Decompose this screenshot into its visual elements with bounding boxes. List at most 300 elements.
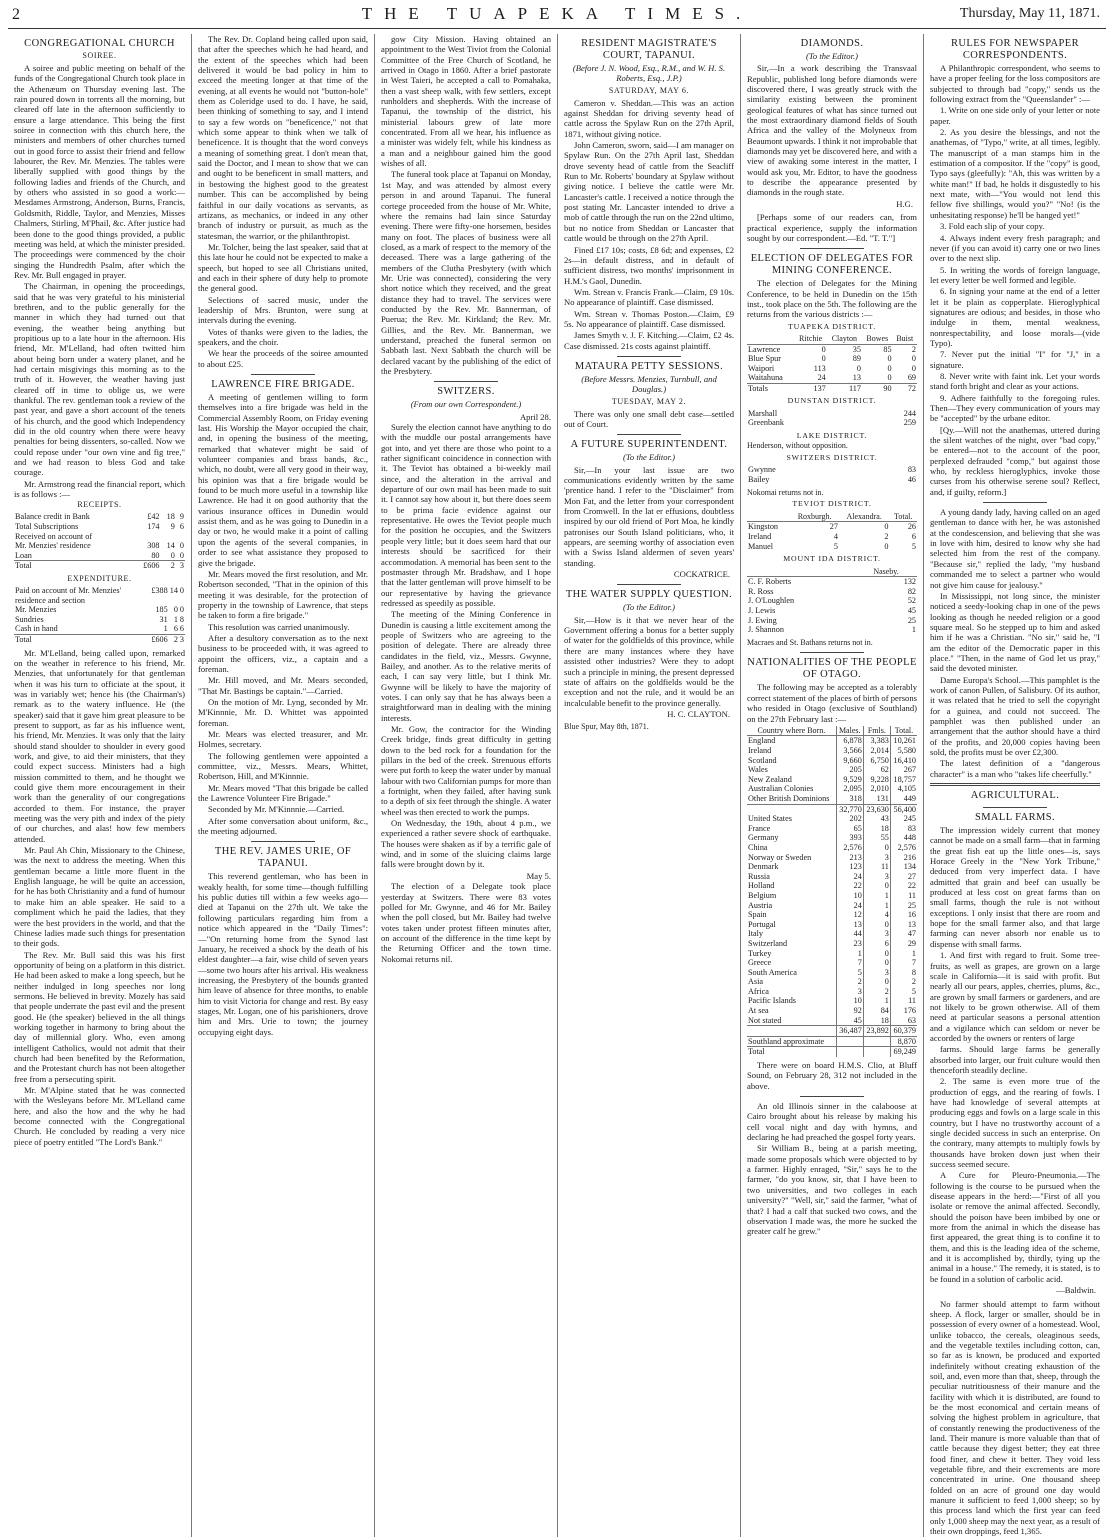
article-heading: DIAMONDS. xyxy=(800,38,864,49)
article-paragraph: An old Illinois sinner in the calaboose at Cairo brought about his release by making his cell vocal night and day with hymns, and declaring he had preached the gospel forty years. xyxy=(747,1101,917,1143)
table-cell: Russia xyxy=(748,871,770,881)
district-heading: SWITZERS DISTRICT. xyxy=(786,453,878,463)
table-cell: Loan xyxy=(15,550,32,560)
table-cell: 90 xyxy=(862,383,893,393)
table-cell: Portugal xyxy=(748,919,776,929)
section-divider xyxy=(930,783,1100,786)
table-cell: 8,870 xyxy=(890,1036,917,1047)
article-heading: NATIONALITIES OF THE PEOPLE OF OTAGO. xyxy=(747,657,917,681)
table-cell xyxy=(747,1026,836,1037)
table-cell: 0 xyxy=(170,550,175,560)
rule-item: [Qy.—Will not the anathemas, uttered during the silent watches of the night, over "bad copy," be entered—not to the account of the poor, perplexed defrauded "comp," but against those who, by reckless hieroglyphics, invoke those curses from his otherwise serene soul? Reflect, and, if guilty, reform.] xyxy=(930,424,1100,497)
article-paragraph: Dame Europa's School.—This pamphlet is the work of canon Pullen, of Salisbury. Of its author, it was related that he tried to sell the copyright for a guinea, and could not succeed. The pamphlet was then published under an arrangement that the author should have a third of the profits, and 20,000 copies having been sold, the profits must be over £2,300. xyxy=(930,674,1100,757)
masthead-rule xyxy=(8,28,1106,29)
table-cell: 5 xyxy=(833,541,838,551)
table-cell: France xyxy=(748,823,771,833)
table-cell: 0 xyxy=(911,354,916,364)
table-cell: Roxburgh. xyxy=(790,512,839,522)
newspaper-columns xyxy=(8,34,1106,1537)
article-paragraph: 2. The same is even more true of the production of eggs, and the rearing of fowls. I have had knowledge of several attempts at producing eggs and fowls on a large scale in this country, but I have no trustworthy account of a single decided success in such an enterprise. On the contrary, many attempts to multiply fowls by thousands have broken down just when their success seemed secure. xyxy=(930,1076,1100,1170)
table-row xyxy=(747,587,917,597)
table-cell: 10,261 xyxy=(890,736,917,746)
table-cell: Gwynne xyxy=(748,465,776,475)
table-row xyxy=(14,605,185,615)
table-cell: Received on account of xyxy=(15,531,93,541)
table-row xyxy=(747,862,917,872)
table-row xyxy=(14,541,185,551)
table-cell: 449 xyxy=(890,794,917,804)
table-cell: 13 xyxy=(890,920,917,930)
table-cell: 3 xyxy=(179,634,184,644)
table-cell: 0 xyxy=(911,363,916,373)
table-cell: 0 xyxy=(887,354,892,364)
table-cell xyxy=(836,1036,863,1047)
table-row xyxy=(747,542,917,552)
district-heading: LAKE DISTRICT. xyxy=(796,431,868,440)
article-paragraph: Sir William B., being at a parish meeting, made some proposals which were objected to by a farmer. Highly enraged, "Sir," says he to the farmer, "do you know, sir, that I have been to two universities, and two colleges in each university?" "Well, sir," said the farmer, "what of that? I had a calf that sucked two cows, and the observation I made was, the more he sucked the greater calf he grew." xyxy=(747,1143,917,1237)
table-cell: 35 xyxy=(852,344,861,354)
table-cell: 22 xyxy=(836,881,863,891)
article-paragraph: [Perhaps some of our readers can, from practical experience, supply the information sought by our correspondent.—Ed. "T. T."] xyxy=(747,212,917,243)
district-heading: MOUNT IDA DISTRICT. xyxy=(783,554,881,564)
switzers-results-table xyxy=(747,465,917,484)
article-paragraph: Mr. Armstrong read the financial report, which is as follows :— xyxy=(14,478,185,500)
column-2 xyxy=(191,34,374,1537)
table-cell: 1 xyxy=(863,996,890,1006)
table-cell: China xyxy=(748,842,768,852)
article-paragraph: Surely the election cannot have anything to do with the muddle our postal arrangements have got into, and yet there are those who point to a rather significant coincidence in connection with it. The Teviot has obtained a bi-weekly mail since, and the alteration in the arrival and departure of our own mail has been made to suit it. I cannot say how about it, but there does seem to be prima facie evidence against our representative. He owes the Teviot people much for the position he occupies, and the Switzers people very little; but it does seem hard that our interests should be sacrificed for their accommodation. A memorial has been sent to the postmaster through Mr. Bradshaw, and I hope that the latter gentleman will prove himself to be our representative by having the grievance redressed as speedily as possible. xyxy=(381,422,551,608)
article-paragraph: Mr. Mears was elected treasurer, and Mr. Holmes, secretary. xyxy=(198,729,368,750)
table-cell: 2 xyxy=(911,344,916,354)
table-cell: Ritchie xyxy=(794,334,826,344)
teviot-results-table xyxy=(747,512,917,551)
article-paragraph: The meeting of the Mining Conference in Dunedin is causing a little excitement among the people of Switzers who are agreeing to the position of delegate. There are already three candidates in the field, viz., Messrs. Gwynne, Bailey, and another. As to the relative merits of each, I can say very little, but I think Mr. Gwynne will be likely to have the majority of votes. I can only say that he has always been a straightforward man in dealing with the mining interests. xyxy=(381,609,551,723)
table-cell: 1 xyxy=(863,891,890,901)
table-cell: 3,383 xyxy=(863,736,890,746)
table-row xyxy=(747,794,917,804)
table-cell: £388 xyxy=(151,586,168,595)
table-cell: Sundries xyxy=(15,614,44,624)
table-cell: 16 xyxy=(890,910,917,920)
table-cell: 44 xyxy=(836,929,863,939)
table-cell: 7 xyxy=(890,958,917,968)
table-cell: J. O'Loughlen xyxy=(748,596,795,606)
table-cell: 3,566 xyxy=(836,746,863,756)
district-heading: DUNSTAN DISTRICT. xyxy=(787,396,877,406)
table-cell xyxy=(747,567,855,577)
table-cell: 6,750 xyxy=(863,756,890,766)
table-cell: 0 xyxy=(173,605,178,615)
table-cell: 10 xyxy=(836,891,863,901)
rule-item: 1. Write on one side only of your letter or note paper. xyxy=(930,105,1100,126)
table-cell: 267 xyxy=(890,765,917,775)
table-cell: 85 xyxy=(883,344,892,354)
table-row xyxy=(747,814,917,824)
rules-list xyxy=(930,105,1100,497)
table-row xyxy=(747,465,917,475)
section-divider xyxy=(251,374,316,375)
table-cell: 22 xyxy=(890,881,917,891)
article-heading: THE WATER SUPPLY QUESTION. xyxy=(565,589,733,601)
table-row xyxy=(747,567,917,577)
table-cell: 47 xyxy=(890,929,917,939)
article-paragraph: The election of Delegates for the Mining Conference, to be held in Dunedin on the 15th inst., took place on the 5th. The following are the returns from the various districts :— xyxy=(747,278,917,320)
table-row xyxy=(747,910,917,920)
table-cell: 13 xyxy=(852,373,861,383)
table-row xyxy=(747,522,917,532)
table-row xyxy=(747,929,917,939)
table-row xyxy=(747,872,917,882)
table-row xyxy=(747,532,917,542)
table-cell: 46 xyxy=(907,475,916,485)
table-cell: 24 xyxy=(836,872,863,882)
table-row xyxy=(747,373,917,383)
table-cell: 18 xyxy=(863,824,890,834)
table-row xyxy=(14,512,185,522)
table-cell: Belgium xyxy=(748,890,777,900)
article-paragraph: Wm. Strean v. Thomas Poston.—Claim, £9 5s. No appearance of plaintiff. Case dismissed. xyxy=(564,308,734,329)
table-cell: 0 xyxy=(179,541,184,551)
article-byline: (Before Messrs. Menzies, Turnbull, and Douglas.) xyxy=(581,373,717,395)
table-row xyxy=(747,606,917,616)
table-cell: 10 xyxy=(836,996,863,1006)
letter-signature: H. C. CLAYTON. xyxy=(667,708,730,719)
table-row xyxy=(747,939,917,949)
section-heading: AGRICULTURAL. xyxy=(970,790,1060,802)
table-row xyxy=(747,736,917,746)
table-row xyxy=(747,616,917,626)
table-cell xyxy=(747,334,794,344)
article-paragraph: Selections of sacred music, under the leadership of Mrs. Brunton, were sung at intervals during the evening. xyxy=(198,294,368,326)
table-cell: Waitahuna xyxy=(748,373,783,383)
article-paragraph: After a desultory conversation as to the next business to be proceeded with, it was agreed to appoint the officers, viz., a captain and a foreman. xyxy=(198,632,368,674)
table-cell: Africa xyxy=(748,986,769,996)
table-cell: South America xyxy=(748,967,797,977)
table-row xyxy=(747,756,917,766)
article-heading: MATAURA PETTY SESSIONS. xyxy=(574,360,724,372)
rule-item: 4. Always indent every fresh paragraph; and never (if you can avoid it) carry one or two lines over to the next slip. xyxy=(930,232,1100,264)
table-cell xyxy=(133,532,161,542)
table-cell: 3 xyxy=(836,987,863,997)
table-cell: Denmark xyxy=(748,862,779,872)
rule-item: 5. In writing the words of foreign language, let every letter be well formed and legible. xyxy=(930,264,1100,285)
dateline: April 28. xyxy=(519,411,551,422)
article-paragraph: The following may be accepted as a tolerably correct statement of the places of birth of persons who resided in Otago (exclusive of Southland) on the 27th February last :— xyxy=(747,682,917,724)
table-cell: 80 xyxy=(151,550,160,560)
article-paragraph: Mr. Mears moved the first resolution, and Mr. Robertson seconded, "That in the opinion of this meeting it was desirable, for the protection of property in the township of Lawrence, that steps be taken to form a fire brigade." xyxy=(198,568,368,621)
table-row xyxy=(14,586,185,605)
table-cell xyxy=(836,1047,863,1057)
table-cell: 36,487 xyxy=(836,1026,863,1037)
column-3 xyxy=(374,34,557,1537)
article-paragraph: Seconded by Mr. M'Kinnnie.—Carried. xyxy=(208,804,345,815)
table-cell: 0 xyxy=(856,363,861,373)
table-row xyxy=(747,987,917,997)
table-cell: 4,105 xyxy=(890,784,917,794)
table-row xyxy=(747,853,917,863)
article-paragraph: Mr. Hill moved, and Mr. Mears seconded, "That Mr. Bastings be captain."—Carried. xyxy=(198,675,368,696)
issue-date: Thursday, May 11, 1871. xyxy=(959,6,1100,21)
table-cell: 4 xyxy=(863,910,890,920)
article-heading: SWITZERS. xyxy=(437,386,495,398)
table-cell: Males. xyxy=(836,726,863,736)
table-cell: 1 xyxy=(890,949,917,959)
table-cell: 27 xyxy=(890,872,917,882)
table-cell: 2,576 xyxy=(890,843,917,853)
rule-item: 8. Never write with faint ink. Let your words stand forth bright and clear as your actions. xyxy=(930,370,1100,392)
table-cell: Greenbank xyxy=(748,418,784,428)
section-divider xyxy=(800,1096,865,1097)
table-cell xyxy=(863,1047,890,1057)
table-cell: 92 xyxy=(836,1006,863,1016)
table-cell: Not stated xyxy=(748,1015,782,1025)
table-cell: 14 xyxy=(166,541,175,551)
table-cell: 202 xyxy=(836,814,863,824)
table-row xyxy=(747,949,917,959)
table-cell: 27 xyxy=(829,522,838,532)
table-cell: 43 xyxy=(863,814,890,824)
table-row xyxy=(747,1026,917,1037)
table-cell: 13 xyxy=(836,920,863,930)
table-cell: 2,014 xyxy=(863,746,890,756)
article-paragraph: gow City Mission. Having obtained an appointment to the West Tiviot from the Colonial Committee of the Free Church of Scotland, he arrived in Otago in 1860. After a brief pastorate in West Taieri, he accepted a call to Pomahaka, then a vast sheep walk, with few settlers, except runholders and shepherds. With the increase of Tapanui, the township of the district, his ministerial labours grew of late more concentrated. From all we hear, his influence as a minister was widely felt, while his kindness as a man and a neighbour gained him the good wishes of all. xyxy=(381,34,551,169)
table-cell: 0 xyxy=(863,881,890,891)
article-paragraph: The impression widely current that money cannot be made on a small farm—that in farming the great fish eat up the little ones—is, says Horace Greely in the "New York Tribune," deduced from very imperfect data. I have admitted that grain and beef can usually be produced at less cost on great farms than on small farms, though the rule is not without exceptions. I only insist that there are room and hope for the small farmer also, and that large farming can never absorb nor enable us to dispense with small farms. xyxy=(930,825,1100,949)
table-row xyxy=(747,784,917,794)
table-cell xyxy=(747,512,790,522)
article-paragraph: Mr. M'Lelland, being called upon, remarked on the weather in reference to his friend, Mr. Menzies, that unfortunately for that gentleman when it was his turn to officiate at the spout, it was in variably wet; hence his (the Chairman's) remark as to the watery influence. He (the speaker) said that it gave him great pleasure to be present to support, as far as his influence went, his friend, Mr. Menzies. It was only that the laity should stand shoulder to shoulder in every good work, and give, to aid their ministers, that they could expect success. Ministers had a high mission committed to them, and he thought we could give them more encouragement in their work than the generality of our congregations accorded to them. For instance, the prayer meeting was the very pith and index of the piety of our churches, and alas! how few members attended. xyxy=(14,647,185,844)
table-cell: 205 xyxy=(836,765,863,775)
table-row xyxy=(747,577,917,587)
section-divider xyxy=(800,652,865,653)
table-cell: 4 xyxy=(833,532,838,541)
article-subheading: SOIREE. xyxy=(82,51,117,60)
table-cell: 83 xyxy=(907,465,916,475)
article-paragraph: Wm. Strean v. Francis Frank.—Claim, £9 10s. No appearance of plaintiff. Case dismissed. xyxy=(564,286,734,308)
article-paragraph: Mr. Paul Ah Chin, Missionary to the Chinese, was the next to address the meeting. When this gentleman became a little more fluent in the English language, he will be quite an accession, for he has both Christianity and a fund of humour to make him an able speaker. He said to a compliment which he paid the ladies, that they were the best providers in the world, and that the Chinese ladies made such things for presentation to their gods. xyxy=(14,845,185,949)
district-note: Nokomai returns not in. xyxy=(747,487,824,497)
table-cell: Mr. Menzies xyxy=(15,605,57,615)
section-divider xyxy=(251,841,316,842)
table-cell: Total. xyxy=(889,512,917,522)
district-heading: TUAPEKA DISTRICT. xyxy=(788,321,876,331)
section-divider xyxy=(617,434,682,435)
article-paragraph: There was only one small debt case—settled out of Court. xyxy=(564,408,734,429)
table-cell: 0 xyxy=(887,363,892,373)
table-cell: 3 xyxy=(863,872,890,882)
table-row xyxy=(747,891,917,901)
table-cell: 0 xyxy=(863,958,890,968)
table-row xyxy=(14,624,185,634)
table-cell: Total xyxy=(14,634,150,644)
table-row xyxy=(747,475,917,485)
table-cell: 1 xyxy=(863,901,890,911)
table-cell: 8 xyxy=(179,614,184,624)
article-heading: A FUTURE SUPERINTENDENT. xyxy=(570,439,728,451)
article-heading: RULES FOR NEWSPAPER CORRESPONDENTS. xyxy=(951,38,1079,61)
table-cell: 6 xyxy=(179,522,184,532)
table-cell: 5 xyxy=(836,968,863,978)
table-cell: 31 xyxy=(159,614,168,624)
table-cell: 131 xyxy=(863,794,890,804)
table-cell: Balance credit in Bank xyxy=(15,512,90,522)
table-cell: Austria xyxy=(748,900,773,910)
table-cell: 5 xyxy=(911,541,916,551)
table-cell: 318 xyxy=(836,794,863,804)
table-cell: Manuel xyxy=(748,541,774,551)
letter-signature: H.G. xyxy=(896,198,913,209)
table-cell: 32,770 xyxy=(836,804,863,814)
article-paragraph: The following gentlemen were appointed a committee, viz., Messrs. Mears, Whittet, Robertson, Hill, and M'Kinnnie. xyxy=(198,750,368,782)
table-row xyxy=(14,522,185,532)
dateline: TUESDAY, MAY 2. xyxy=(611,396,687,406)
table-row xyxy=(747,977,917,987)
rule-item: 7. Never put the initial "I" for "J," in a signature. xyxy=(930,349,1100,370)
table-cell: 0 xyxy=(821,344,826,354)
table-cell: 0 xyxy=(179,586,184,595)
table-cell: At sea xyxy=(748,1006,769,1016)
article-paragraph: On the motion of Mr. Lyng, seconded by Mr. M'Kinnnie, Mr. D. Whittet was appointed foreman. xyxy=(198,696,368,728)
table-row xyxy=(747,833,917,843)
table-row xyxy=(747,746,917,756)
table-row xyxy=(747,418,917,428)
article-paragraph: After some conversation about uniform, &c., the meeting adjourned. xyxy=(198,815,368,837)
table-cell: 9 xyxy=(170,522,175,532)
table-cell: 18,757 xyxy=(890,775,917,785)
table-cell: 24 xyxy=(836,901,863,911)
table-cell: 2 xyxy=(884,532,889,541)
article-byline: (Before J. N. Wood, Esq., R.M., and W. H. S. Roberts, Esq., J.P.) xyxy=(572,63,726,84)
table-cell: Germany xyxy=(748,833,779,843)
table-cell: United States xyxy=(748,814,792,824)
table-cell: 393 xyxy=(836,833,863,843)
article-paragraph: The Rev. Dr. Copland being called upon said, that after the speeches which he had heard, and the extent of the speeches which had been delivered it would be bad policy in him to exceed the meeting longer at that time of the evening, at all events he would not "button-hole" them as Coleridge used to do. I have, he said, been thinking of something to say, and I intend to say a few words on "beneficence," not that which some appear to think when we talk of beneficence. It is thought that the word conveys a meaning of something great. I don't mean that, said the Doctor, and I mean to show that we can and ought to be beneficent in small matters, and in bestowing the highest good to the greatest number. This can be accomplished by being faithful in our daily vocations as servants, as artizans, as mechanics, or indeed in any other branch of industry or pursuit, as much as the statesman, the warrior, or the philanthropist. xyxy=(198,34,368,241)
table-cell: 134 xyxy=(890,862,917,872)
mountida-results-table xyxy=(747,567,917,635)
table-cell: 25 xyxy=(890,901,917,911)
table-row xyxy=(747,843,917,853)
article-paragraph: farms. Should large farms be generally absorbed into larger, our fruit culture would then thenceforth steadily decline. xyxy=(930,1044,1100,1075)
table-cell: 0 xyxy=(887,373,892,383)
table-cell: 174 xyxy=(147,522,160,532)
table-cell: 18 xyxy=(166,512,175,522)
masthead xyxy=(0,0,1114,30)
table-cell: 113 xyxy=(813,363,826,373)
article-paragraph: Votes of thanks were given to the ladies, the speakers, and the choir. xyxy=(198,326,368,347)
section-divider xyxy=(617,584,682,585)
table-cell: 0 xyxy=(863,949,890,959)
table-cell: 69 xyxy=(907,373,916,383)
table-cell: Total Subscriptions xyxy=(15,522,79,532)
table-cell: 9,228 xyxy=(863,775,890,785)
table-cell: Ireland xyxy=(748,746,772,756)
table-cell: 60,379 xyxy=(890,1026,917,1037)
district-heading: TEVIOT DISTRICT. xyxy=(792,499,872,509)
article-paragraph: This reverend gentleman, who has been in weakly health, for some time—though fulfilling his public duties till within a few weeks ago—died at Tapanui on the 27th ult. We take the following particulars regarding him from a notice which appeared in the "Daily Times":—"On returning home from the Synod last January, he received a shock by the death of his eldest daughter—a fair, wise child of seven years—some two hours after his arrival. His weakness increasing, the Presbytery of the bounds granted him leave of absence for three months, to enable him to visit Victoria for change and rest. By easy stages, Mr. Logan, one of his parishioners, drove him and Mrs. Urie to town; the journey occupying eight days. xyxy=(198,871,368,1037)
article-paragraph: The funeral took place at Tapanui on Monday, 1st May, and was attended by almost every person in and around Tapanui. The funeral cortege proceeded from the house of Mr. White, where the remains had lain since Saturday evening. There were fifty-one horsemen, besides many on foot. The places of business were all closed, as a mark of respect to the memory of the deceased. There was a large gathering of the members of the Clutha Presbytery (with which Mr. Urie was connected), considering the very short notice which they received, and the great distance they had to travel. The services were conducted by the Rev. Mr. Bannerman, of Puerua; the Rev. Mr. Kirkland; the Rev. Mr. Gillies, and the Rev. Mr. Bannerman, we understand, preached the funeral sermon on Sabbath last. Next Sabbath the church will be declared vacant by the publishing of the edict of the Presbytery. xyxy=(381,169,551,376)
table-cell: 3 xyxy=(863,929,890,939)
newspaper-title: THE TUAPEKA TIMES. xyxy=(361,4,753,23)
article-heading: CONGREGATIONAL CHURCH xyxy=(24,38,175,49)
table-cell: 213 xyxy=(836,853,863,863)
table-cell: R. Ross xyxy=(748,586,774,596)
table-cell: Paid on account of Mr. Menzies' residence and section xyxy=(15,586,122,605)
table-cell: 9,529 xyxy=(836,775,863,785)
table-cell: New Zealand xyxy=(748,774,792,784)
table-cell: Pacific Islands xyxy=(748,996,796,1006)
article-paragraph: Sir,—In a work describing the Transvaal Republic, published long before diamonds were discovered there, I was greatly struck with the similarity existing between the prominent geological features of what has since turned out the most extraordinary diamond fields of South Africa and the valley of the Molyneux from Beaumont upwards. I think it not improbable that diamonds may yet be discovered here, and with a view of awaking some interest in the matter, I would ask you, Mr. Editor, to have the goodness to describe the appearance presented by diamonds in the rough state. xyxy=(747,63,917,198)
article-byline: (To the Editor.) xyxy=(623,452,675,463)
table-row xyxy=(747,824,917,834)
table-cell: 259 xyxy=(903,418,916,428)
table-cell: 25 xyxy=(907,615,916,625)
table-row xyxy=(747,364,917,374)
article-heading: THE REV. JAMES URIE, OF TAPANUI. xyxy=(214,846,352,870)
column-4 xyxy=(557,34,740,1537)
table-cell: Cash in hand xyxy=(15,624,58,634)
table-cell: Buist xyxy=(893,334,917,344)
table-cell: 244 xyxy=(903,408,916,418)
article-paragraph: Mr. Gow, the contractor for the Winding Creek bridge, finds great difficulty in getting down to the bed rock for a foundation for the pillars in the bed of the creek. Strenuous efforts were put forth to keep the water under by manual labour with two Californian pumps for more than a fortnight, when they failed, after having sunk to a depth of six feet through the shingle. A water wheel was then erected to work the pumps. xyxy=(381,724,551,817)
table-row xyxy=(747,1036,917,1047)
table-cell: Spain xyxy=(748,910,767,920)
table-cell: 2,095 xyxy=(836,784,863,794)
article-paragraph: There were on board H.M.S. Clio, at Bluff Sound, on February 28, 312 not included in the above. xyxy=(747,1060,917,1091)
article-heading: SMALL FARMS. xyxy=(974,812,1056,824)
table-cell: England xyxy=(748,736,776,746)
table-cell: Total xyxy=(747,1047,836,1057)
table-row xyxy=(747,625,917,635)
table-cell: 0 xyxy=(884,522,889,532)
table-cell: J. Lewis xyxy=(748,605,776,615)
table-cell: 245 xyxy=(890,814,917,824)
table-cell: Scotland xyxy=(748,755,777,765)
table-cell: 2 xyxy=(169,634,179,644)
table-row xyxy=(747,765,917,775)
table-cell xyxy=(176,532,185,542)
table-row xyxy=(747,409,917,419)
table-cell: 65 xyxy=(836,824,863,834)
article-paragraph: A meeting of gentlemen willing to form themselves into a fire brigade was held in the Commercial Assembly Room, on Friday evening last. His Worship the Mayor occupied the chair, and, in opening the business of the meeting, remarked that whatever might be said of volunteer companies and brass bands, &c., which, no doubt, were all very good in their way, his opinion was that a fire brigade would be found to be much more useful in a township like Lawrence. He had it on good authority that the various insurance offices in Dunedin would assist them, and as he was going to Dunedin in a day or two, he would make it a point of calling upon the agents of the several companies, in order to see what assistance they proposed to give the brigade. xyxy=(198,392,368,568)
table-cell: Holland xyxy=(748,881,775,891)
table-cell: 84 xyxy=(863,1006,890,1016)
table-cell: Greece xyxy=(748,958,772,968)
table-cell: 7 xyxy=(836,958,863,968)
table-cell: 1 xyxy=(911,625,916,635)
table-cell: 0 xyxy=(863,843,890,853)
table-row xyxy=(747,775,917,785)
table-cell: Bailey xyxy=(748,475,770,485)
table-cell: 11 xyxy=(890,996,917,1006)
table-cell: 216 xyxy=(890,853,917,863)
table-cell: C. F. Roberts xyxy=(748,577,792,587)
table-cell: 448 xyxy=(890,833,917,843)
article-byline: (To the Editor.) xyxy=(623,602,675,613)
table-cell: Totals xyxy=(747,383,794,393)
table-cell: 16,410 xyxy=(890,756,917,766)
table-row xyxy=(14,615,185,625)
table-row xyxy=(747,344,917,354)
article-paragraph: Fined £17 10s; costs, £8 6d; and expenses, £2 2s—in default distress, and in default of sufficient distress, two months' imprisonment in H.M.'s Gaol, Dunedin. xyxy=(564,244,734,286)
table-cell: £606 xyxy=(133,561,161,571)
table-cell: 23,892 xyxy=(863,1026,890,1037)
table-cell: 1 xyxy=(163,624,168,634)
table-cell: 0 xyxy=(863,977,890,987)
letter-dateline: Blue Spur, May 8th, 1871. xyxy=(564,722,649,732)
receipts-table xyxy=(14,512,185,571)
table-cell: 176 xyxy=(890,1006,917,1016)
article-heading: LAWRENCE FIRE BRIGADE. xyxy=(211,379,355,390)
